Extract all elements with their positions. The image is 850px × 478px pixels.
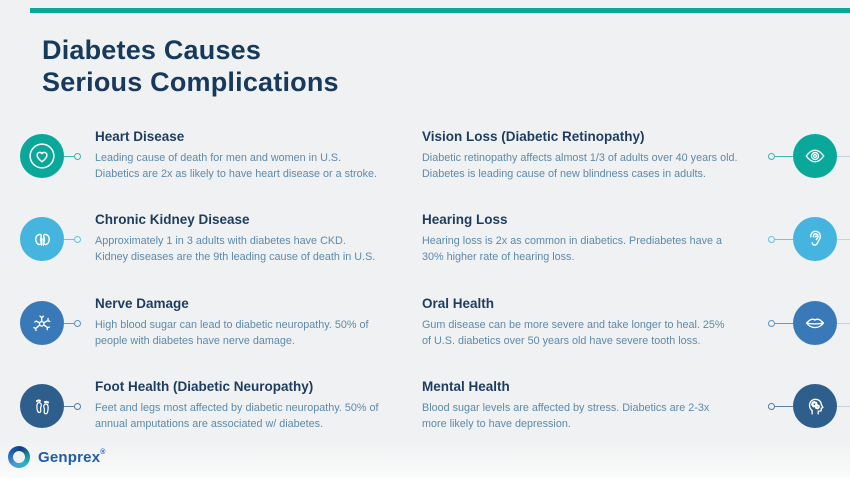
connector-trail-line [837,239,850,240]
trademark-symbol: ® [100,448,106,456]
connector-dot [768,320,775,327]
item-description-line2: Kidney diseases are the 9th leading cause of death in U.S. [95,250,376,263]
page-title-line1: Diabetes Causes [42,35,262,65]
connector-line [775,239,793,240]
ear-icon-assembly [768,217,850,261]
heart-icon-assembly [20,134,81,178]
item-description-line1: Approximately 1 in 3 adults with diabetes have CKD. [95,235,346,247]
item-description-line2: more likely to have depression. [422,417,571,430]
connector-dot [74,236,81,243]
hearing-loss-item [422,212,850,265]
connector-line [775,323,793,324]
foot-health-item [20,379,405,432]
vision-loss-item [422,129,850,182]
item-description-line1: Blood sugar levels are affected by stress. Diabetics are 2-3x [422,402,710,414]
connector-dot [768,403,775,410]
mental-health-item [422,379,850,432]
item-title: Nerve Damage [95,296,189,311]
eye-icon [793,134,837,178]
head-gears-icon-assembly [768,384,850,428]
connector-line [64,239,74,240]
brand-name: Genprex® [38,448,106,466]
head-gears-icon [793,384,837,428]
neuron-icon-assembly [20,301,81,345]
heart-disease-item [20,129,405,182]
connector-dot [74,320,81,327]
eye-icon-assembly [768,134,850,178]
neuron-icon [20,301,64,345]
oral-health-item [422,296,850,349]
connector-line [64,323,74,324]
item-description-line2: people with diabetes have nerve damage. [95,334,295,347]
item-title: Hearing Loss [422,212,508,227]
item-title: Chronic Kidney Disease [95,212,250,227]
item-description-line2: 30% higher rate of hearing loss. [422,250,575,263]
item-description-line2: Diabetes is leading cause of new blindness cases in adults. [422,167,706,180]
item-title: Vision Loss (Diabetic Retinopathy) [422,129,645,144]
item-title: Oral Health [422,296,495,311]
genprex-logo-icon [8,446,30,468]
connector-dot [74,403,81,410]
page-title [42,34,339,98]
item-description-line1: Leading cause of death for men and women in U.S. [95,152,342,164]
feet-icon [20,384,64,428]
connector-line [64,406,74,407]
nerve-damage-item [20,296,405,349]
ear-icon [793,217,837,261]
connector-line [775,156,793,157]
item-description-line1: Diabetic retinopathy affects almost 1/3 of adults over 40 years old. [422,152,738,164]
item-description-line2: Diabetics are 2x as likely to have heart disease or a stroke. [95,167,378,180]
kidneys-icon-assembly [20,217,81,261]
connector-dot [768,236,775,243]
item-title: Heart Disease [95,129,185,144]
top-accent-bar [30,8,850,13]
item-description-line2: annual amputations are associated w/ diabetes. [95,417,324,430]
page-title-line2: Serious Complications [42,67,339,97]
item-title: Mental Health [422,379,510,394]
heart-icon [20,134,64,178]
brand-logo [8,446,106,468]
connector-trail-line [837,156,850,157]
connector-dot [768,153,775,160]
connector-trail-line [837,323,850,324]
item-description-line1: High blood sugar can lead to diabetic neuropathy. 50% of [95,319,369,331]
item-description-line1: Gum disease can be more severe and take longer to heal. 25% [422,319,725,331]
lips-icon [793,301,837,345]
item-title: Foot Health (Diabetic Neuropathy) [95,379,314,394]
connector-dot [74,153,81,160]
item-description-line1: Feet and legs most affected by diabetic neuropathy. 50% of [95,402,379,414]
lips-icon-assembly [768,301,850,345]
chronic-kidney-disease-item [20,212,405,265]
connector-line [64,156,74,157]
feet-icon-assembly [20,384,81,428]
item-description-line2: of U.S. diabetics over 50 years old have severe tooth loss. [422,334,701,347]
item-description-line1: Hearing loss is 2x as common in diabetics. Prediabetes have a [422,235,723,247]
connector-line [775,406,793,407]
kidneys-icon [20,217,64,261]
connector-trail-line [837,406,850,407]
